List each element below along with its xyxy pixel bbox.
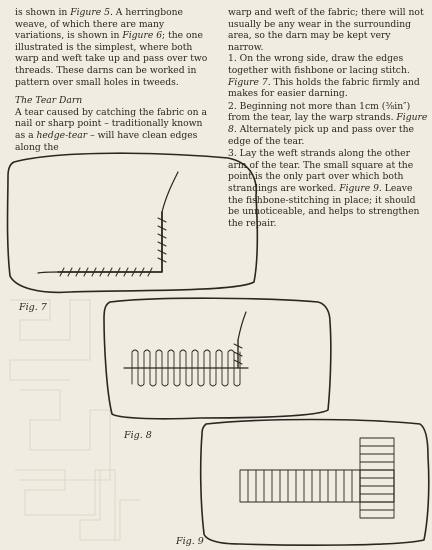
fig9-warp-strands xyxy=(240,470,360,502)
step-3: 3. Lay the weft strands along the other arm of the tear. The small square at the point is the only part over which both strandings are worked. Figure 9. Leave the fishbone-stitching in place; it should be unnoticeable, and helps to strengthen the repair. xyxy=(228,148,420,229)
fig9-weft-strands xyxy=(360,438,394,518)
fig7-thread xyxy=(162,172,178,212)
tear-darn-paragraph: A tear caused by catching the fabric on a nail or sharp point – traditionally known as a hedge-tear – will have clean edges along the xyxy=(15,106,207,153)
fig7-tear xyxy=(58,212,162,272)
section-heading: The Tear Darn xyxy=(15,95,83,107)
fig8-caption: Fig. 8 xyxy=(124,430,152,441)
step-2: 2. Beginning not more than 1cm (⅜in″) from the tear, lay the warp strands. Figure 8. Alternately pick up and pass over the edge of the tear. xyxy=(228,100,428,147)
fig9-caption: Fig. 9 xyxy=(176,536,204,547)
intro-paragraph: is shown in Figure 5. A herringbone weave, of which there are many variations, is shown in Figure 6; the one illustrated is the simplest, where both warp and weft take up and pass over two threads. These darns can be worked in pattern over small holes in tweeds. xyxy=(15,7,208,88)
right-intro-paragraph: warp and weft of the fabric; there will not usually be any wear in the surrounding area, so the darn may be kept very narrow. xyxy=(228,7,424,53)
fig7-caption: Fig. 7 xyxy=(19,302,47,313)
step-1: 1. On the wrong side, draw the edges together with fishbone or lacing stitch. Figure 7. This holds the fabric firmly and makes for easier darning. xyxy=(228,53,420,100)
fig7-thread-tail xyxy=(38,272,58,273)
